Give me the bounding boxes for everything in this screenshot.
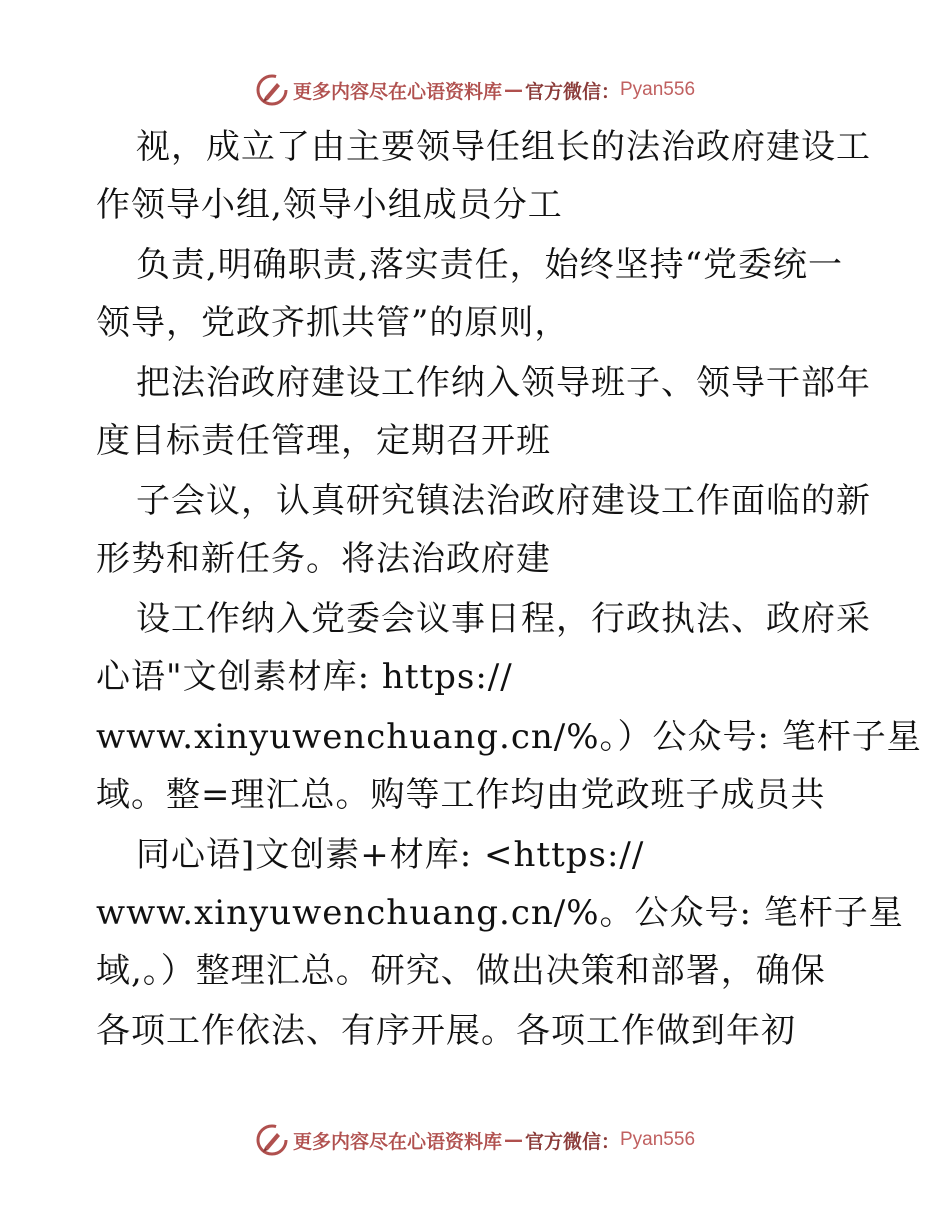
body-line: www.xinyuwenchuang.cn/%。）公众号: 笔杆子星 [96,717,922,757]
body-line: 视，成立了由主要领导任组长的法治政府建设工 [136,127,871,167]
header-site-text: 更多内容尽在心语资料库 [292,80,502,103]
header-banner [0,70,950,110]
footer-wechat-id: Pyan556 [620,1129,696,1150]
body-line: 各项工作依法、有序开展。各项工作做到年初 [96,1011,796,1051]
header-dash: — [503,79,523,101]
body-line: 子会议，认真研究镇法治政府建设工作面临的新 [136,481,871,521]
header-wechat-label: 官方微信： [524,80,620,103]
body-line: 域。整=理汇总。购等工作均由党政班子成员共 [96,775,826,815]
body-line: 同心语]文创素+材库: <https:// [136,835,645,875]
footer-wechat-label: 官方微信： [524,1130,620,1153]
body-line: 作领导小组,领导小组成员分工 [96,185,563,225]
footer-dash: — [503,1129,523,1151]
brand-logo-icon [255,73,289,107]
footer-banner [0,1120,950,1160]
footer-site-text: 更多内容尽在心语资料库 [292,1130,502,1153]
body-line: 把法治政府建设工作纳入领导班子、领导干部年 [136,363,871,403]
body-line: 形势和新任务。将法治政府建 [96,539,551,579]
body-line: 负责,明确职责,落实责任，始终坚持“党委统一 [136,245,843,285]
header-wechat-id: Pyan556 [620,79,696,100]
body-line: 域,。）整理汇总。研究、做出决策和部署，确保 [96,951,826,991]
body-line: 度目标责任管理，定期召开班 [96,421,551,461]
body-line: 设工作纳入党委会议事日程，行政执法、政府采 [136,599,871,639]
body-line: www.xinyuwenchuang.cn/%。公众号: 笔杆子星 [96,893,904,933]
body-line: 领导，党政齐抓共管”的原则， [96,303,570,343]
brand-logo-icon [255,1123,289,1157]
body-line: 心语"文创素材库: https:// [96,657,513,697]
